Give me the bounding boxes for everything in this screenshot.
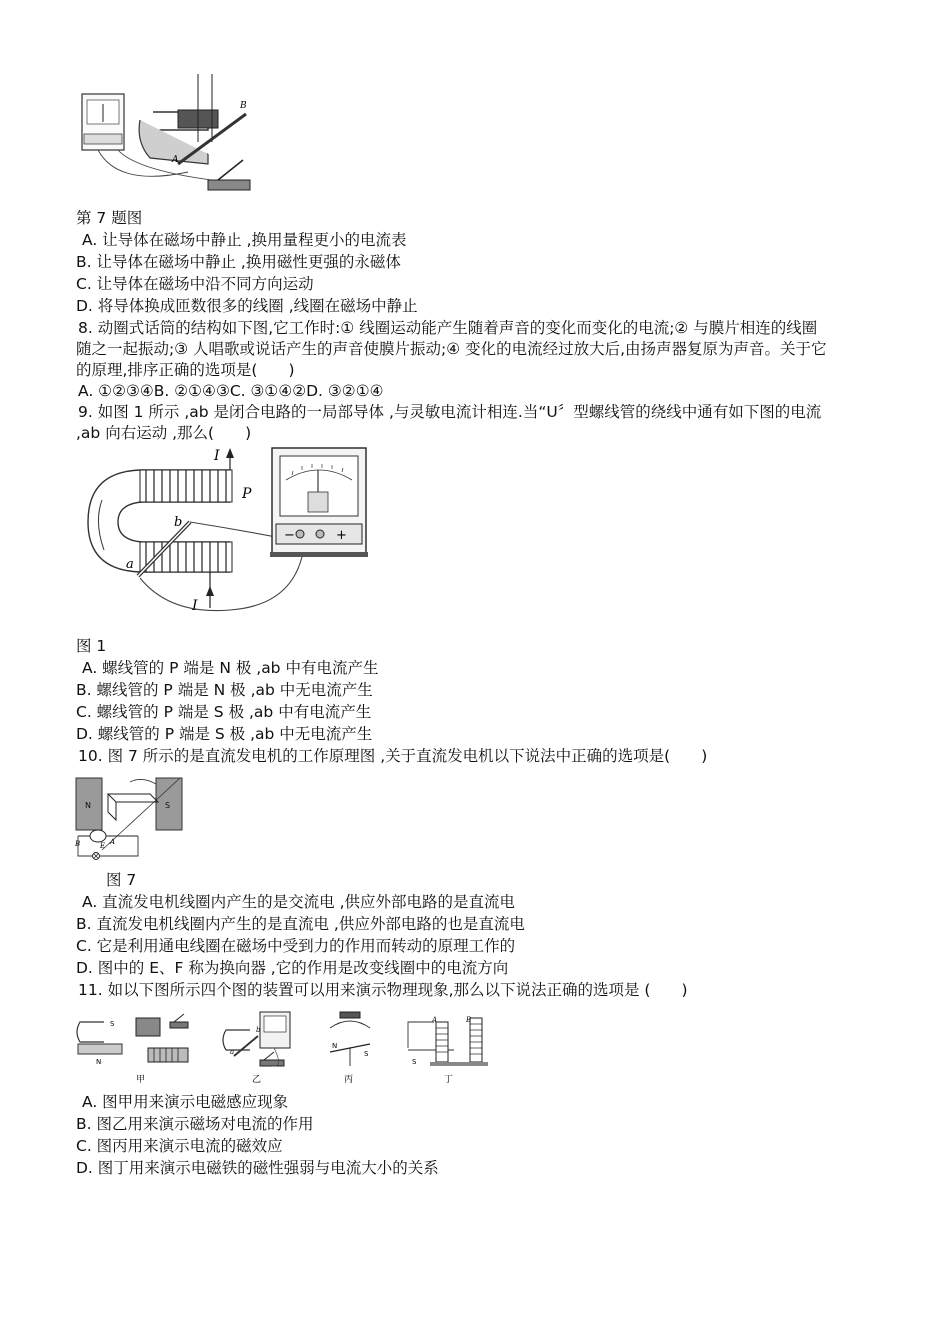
q10-label-b: B <box>75 840 81 848</box>
q11-ding-label-a: A <box>432 1016 438 1024</box>
q11-yi-label-a: a <box>230 1048 235 1056</box>
q8-stem-line-1: 8. 动圈式话筒的结构如下图,它工作时:① 线圈运动能产生随着声音的变化而变化的电流;② 与膜片相连的线圈 <box>78 319 818 337</box>
q7-option-a: A. 让导体在磁场中静止 ,换用量程更小的电流表 <box>82 231 407 249</box>
q7-option-c: C. 让导体在磁场中沿不同方向运动 <box>76 275 314 293</box>
q11-yi-label-b: b <box>256 1026 261 1034</box>
q9-u-solenoid-illustration <box>80 440 380 620</box>
q7-apparatus-illustration <box>78 72 258 196</box>
q7-option-d: D. 将导体换成匝数很多的线圈 ,线圈在磁场中静止 <box>76 297 418 315</box>
q11-stem: 11. 如以下图所示四个图的装置可以用来演示物理现象,那么以下说法正确的选项是 ( ) <box>78 981 688 999</box>
q11-ding-label-b: B <box>466 1016 472 1024</box>
q11-figure-bing <box>330 1012 370 1085</box>
q11-option-a: A. 图甲用来演示电磁感应现象 <box>82 1093 289 1111</box>
q11-label-yi: 乙 <box>252 1075 262 1085</box>
q10-label-a: A <box>110 838 116 846</box>
q10-stem: 10. 图 7 所示的是直流发电机的工作原理图 ,关于直流发电机以下说法中正确的选项是( ) <box>78 747 708 765</box>
q11-jia-label-n: N <box>96 1058 102 1066</box>
q9-option-d: D. 螺线管的 P 端是 S 极 ,ab 中无电流产生 <box>76 725 373 743</box>
svg-text:+: + <box>336 528 347 543</box>
q11-figure-jia <box>77 1014 188 1085</box>
q11-figure-yi <box>223 1012 290 1085</box>
q11-option-d: D. 图丁用来演示电磁铁的磁性强弱与电流大小的关系 <box>76 1159 439 1177</box>
q11-option-b: B. 图乙用来演示磁场对电流的作用 <box>76 1115 314 1133</box>
q7-label-b: B <box>240 101 247 111</box>
q11-four-apparatus-illustration <box>74 1008 494 1090</box>
q9-option-a: A. 螺线管的 P 端是 N 极 ,ab 中有电流产生 <box>82 659 379 677</box>
q9-label-current-top: I <box>214 448 220 464</box>
q9-figure-caption: 图 1 <box>76 637 107 655</box>
q7-figure-caption: 第 7 题图 <box>76 209 143 227</box>
q11-option-c: C. 图丙用来演示电流的磁效应 <box>76 1137 283 1155</box>
q11-bing-label-n: N <box>332 1042 338 1050</box>
q11-label-bing: 丙 <box>344 1075 354 1085</box>
q10-label-s: S <box>165 801 171 810</box>
q10-label-n: N <box>85 801 91 810</box>
q9-figure <box>80 440 380 620</box>
q9-label-p: P <box>242 486 252 502</box>
q10-option-b: B. 直流发电机线圈内产生的是直流电 ,供应外部电路的也是直流电 <box>76 915 525 933</box>
q11-ding-label-s: S <box>412 1058 417 1066</box>
q9-option-b: B. 螺线管的 P 端是 N 极 ,ab 中无电流产生 <box>76 681 373 699</box>
q10-label-e: E <box>100 842 106 850</box>
q9-label-a: a <box>126 557 134 572</box>
q10-generator-illustration <box>72 772 188 864</box>
q11-figure <box>74 1008 494 1090</box>
q11-label-ding: 丁 <box>444 1075 454 1085</box>
q10-option-a: A. 直流发电机线圈内产生的是交流电 ,供应外部电路的是直流电 <box>82 893 516 911</box>
q8-stem-line-2: 随之一起振动;③ 人唱歌或说话产生的声音使膜片振动;④ 变化的电流经过放大后,由扬声器复原为声音。关于它 <box>76 340 827 358</box>
q7-option-b: B. 让导体在磁场中静止 ,换用磁性更强的永磁体 <box>76 253 401 271</box>
q11-label-jia: 甲 <box>136 1075 146 1085</box>
q9-stem-line-2: ,ab 向右运动 ,那么( ) <box>76 424 252 442</box>
q9-label-current-bottom: I <box>192 598 198 614</box>
q8-option-b: B. ②①④③ <box>153 382 230 400</box>
q11-figure-ding <box>408 1016 488 1085</box>
q11-bing-label-s: S <box>364 1050 369 1058</box>
q10-figure <box>72 772 188 864</box>
q8-options-row <box>78 381 384 402</box>
q9-stem-line-1: 9. 如图 1 所示 ,ab 是闭合电路的一局部导体 ,与灵敏电流计相连.当“U〞型螺线管的绕线中通有如下图的电流 <box>78 403 822 421</box>
q9-option-c: C. 螺线管的 P 端是 S 极 ,ab 中有电流产生 <box>76 703 372 721</box>
q8-option-a: A. ①②③④ <box>78 382 154 400</box>
q11-jia-label-s: S <box>110 1020 115 1028</box>
svg-text:−: − <box>284 528 295 543</box>
q10-figure-caption: 图 7 <box>106 871 137 889</box>
q9-label-b: b <box>174 515 183 530</box>
q7-figure <box>78 72 258 196</box>
q8-stem-line-3: 的原理,排序正确的选项是( ) <box>76 361 295 379</box>
q8-option-d: D. ③②①④ <box>306 382 384 400</box>
q7-label-a: A <box>172 155 179 165</box>
q10-option-d: D. 图中的 E、F 称为换向器 ,它的作用是改变线圈中的电流方向 <box>76 959 509 977</box>
q8-option-c: C. ③①④② <box>229 382 307 400</box>
q10-option-c: C. 它是利用通电线圈在磁场中受到力的作用而转动的原理工作的 <box>76 937 516 955</box>
